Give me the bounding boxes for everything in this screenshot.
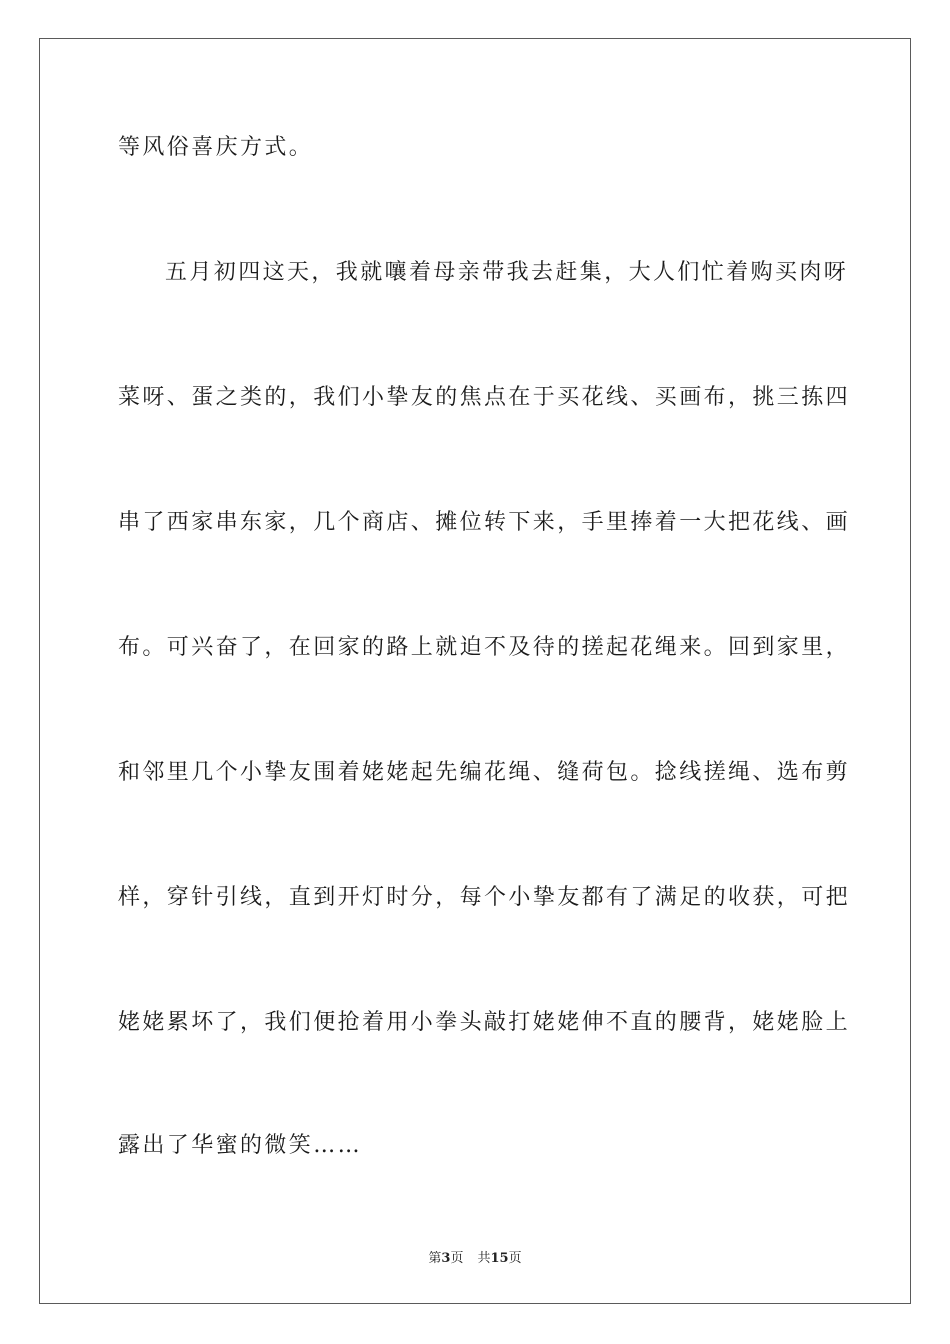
text-line-4: 串了西家串东家，几个商店、摊位转下来，手里捧着一大把花线、画 xyxy=(118,510,851,535)
text-line-2: 五月初四这天，我就嚷着母亲带我去赶集，大人们忙着购买肉呀 xyxy=(165,260,849,285)
page-label-prefix: 第 xyxy=(428,1251,442,1266)
text-line-8: 姥姥累坏了，我们便抢着用小拳头敲打姥姥伸不直的腰背，姥姥脸上 xyxy=(118,1010,851,1035)
page-border xyxy=(39,38,911,1304)
total-label-prefix: 共 xyxy=(477,1251,491,1266)
page-label-suffix: 页 xyxy=(450,1251,464,1266)
total-label-suffix: 页 xyxy=(508,1251,522,1266)
text-line-7: 样，穿针引线，直到开灯时分，每个小挚友都有了满足的收获，可把 xyxy=(118,885,851,910)
text-line-9: 露出了华蜜的微笑…… xyxy=(118,1133,363,1158)
text-line-5: 布。可兴奋了，在回家的路上就迫不及待的搓起花绳来。回到家里， xyxy=(118,635,851,660)
page-number: 3 xyxy=(441,1251,451,1266)
total-pages: 15 xyxy=(490,1251,509,1266)
text-line-6: 和邻里几个小挚友围着姥姥起先编花绳、缝荷包。捻线搓绳、选布剪 xyxy=(118,760,851,785)
page-footer xyxy=(0,1247,950,1266)
text-line-1: 等风俗喜庆方式。 xyxy=(118,135,314,160)
text-line-3: 菜呀、蛋之类的，我们小挚友的焦点在于买花线、买画布，挑三拣四 xyxy=(118,385,851,410)
